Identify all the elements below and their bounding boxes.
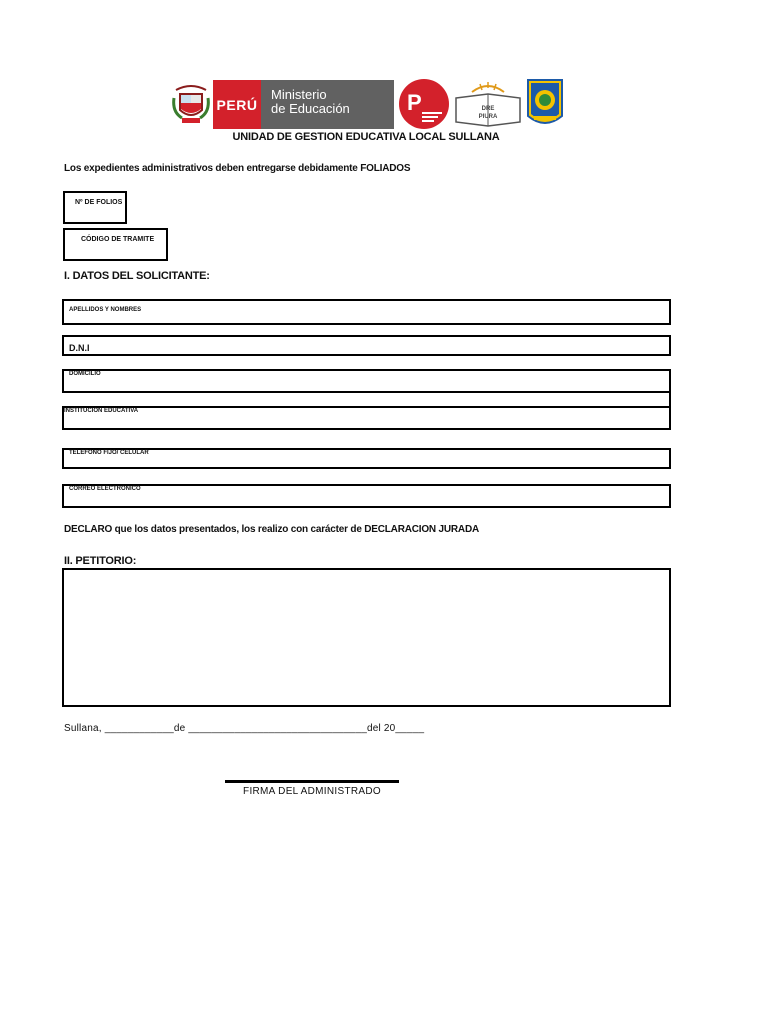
foliados-note: Los expedientes administrativos deben entregarse debidamente FOLIADOS [64,163,411,174]
telefono-label: TELEFONO FIJO/ CELULAR [69,450,149,456]
ugel-sullana-logo [526,78,564,130]
dni-field[interactable] [62,335,671,356]
ministerio-educacion-logo [213,80,394,129]
apellidos-nombres-field[interactable] [62,299,671,325]
petitorio-textarea[interactable] [62,568,671,707]
dni-label: D.N.I [69,343,90,353]
gobierno-regional-logo [398,78,450,130]
institucion-educativa-field[interactable] [62,406,671,430]
telefono-field[interactable] [62,448,671,469]
tramite-label: CÓDIGO DE TRAMITE [81,236,155,243]
gore-letter: P [407,90,422,115]
ministerio-line1: Ministerio [271,87,327,102]
page-title: UNIDAD DE GESTION EDUCATIVA LOCAL SULLANA [232,131,500,143]
declaracion-jurada-text: DECLARO que los datos presentados, los realizo con carácter de DECLARACION JURADA [64,524,479,535]
drep-label-1: DRE [481,106,495,112]
ministerio-label [261,80,394,129]
fecha-line: Sullana, ____________de _______________________________del 20_____ [64,723,425,734]
folios-label: Nº DE FOLIOS [75,199,123,206]
domicilio-field[interactable] [62,369,671,393]
folios-field[interactable] [63,191,127,224]
signature-line [225,780,399,783]
field-connector-line [669,392,671,407]
drep-label-2: PIURA [478,114,498,120]
peru-label: PERÚ [213,80,261,129]
apellidos-label: APELLIDOS Y NOMBRES [69,307,142,313]
ministerio-line2: de Educación [271,101,350,116]
dre-piura-logo [452,78,524,130]
domicilio-label: DOMICILIO [69,371,101,377]
correo-field[interactable] [62,484,671,508]
correo-label: CORREO ELECTRONICO [69,486,141,492]
firma-label: FIRMA DEL ADMINISTRADO [243,786,381,797]
peru-coat-of-arms-logo [172,84,210,126]
section-petitorio-title: II. PETITORIO: [64,555,137,567]
institucion-label: INSTITUCION EDUCATIVA [64,408,139,414]
codigo-tramite-field[interactable] [63,228,168,261]
section-datos-solicitante-title: I. DATOS DEL SOLICITANTE: [64,270,210,282]
